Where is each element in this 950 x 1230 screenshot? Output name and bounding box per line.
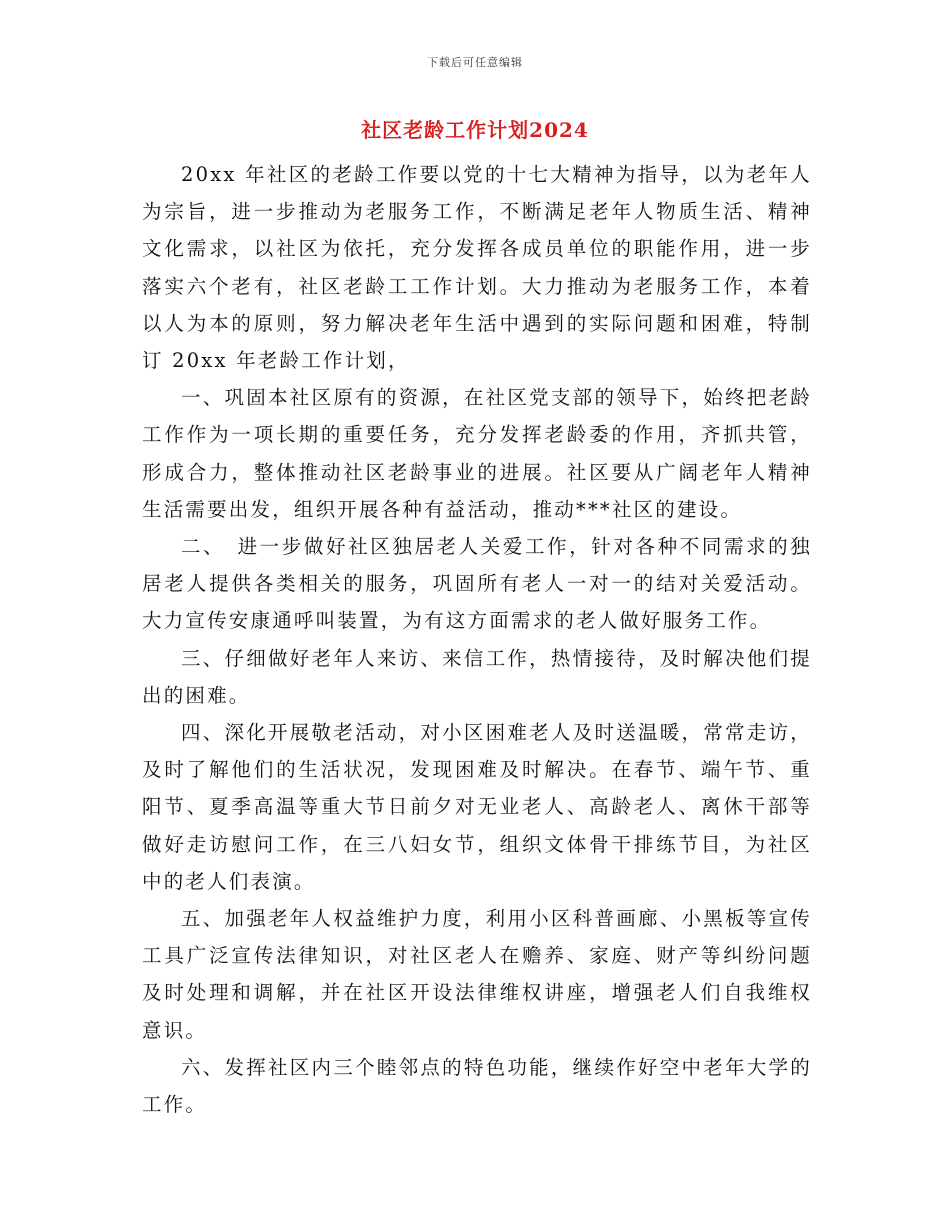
paragraph-item-6: 六、发挥社区内三个睦邻点的特色功能，继续作好空中老年大学的工作。: [142, 1055, 812, 1117]
paragraph-item-1: 一、巩固本社区原有的资源，在社区党支部的领导下，始终把老龄工作作为一项长期的重要任务，充分发挥老龄委的作用，齐抓共管，形成合力，整体推动社区老龄事业的进展。社区要从广阔老年人精神生活需要出发，组织开展各种有益活动，推动***社区的建设。: [142, 386, 812, 521]
document-body: [142, 156, 812, 1123]
paragraph-item-4: 四、深化开展敬老活动，对小区困难老人及时送温暖，常常走访，及时了解他们的生活状况，发现困难及时解决。在春节、端午节、重阳节、夏季高温等重大节日前夕对无业老人、高龄老人、离休干部等做好走访慰问工作，在三八妇女节，组织文体骨干排练节目，为社区中的老人们表演。: [142, 721, 812, 893]
header-note: 下载后可任意编辑: [427, 56, 523, 69]
paragraph-intro: 20xx 年社区的老龄工作要以党的十七大精神为指导，以为老年人为宗旨，进一步推动为老服务工作，不断满足老年人物质生活、精神文化需求，以社区为依托，充分发挥各成员单位的职能作用，进一步落实六个老有，社区老龄工工作计划。大力推动为老服务工作，本着以人为本的原则，努力解决老年生活中遇到的实际问题和困难，特制订 20xx 年老龄工作计划，: [142, 163, 812, 373]
paragraph-item-3: 三、仔细做好老年人来访、来信工作，热情接待，及时解决他们提出的困难。: [142, 646, 812, 707]
document-title: 社区老龄工作计划2024: [361, 118, 589, 142]
paragraph-item-2: 二、 进一步做好社区独居老人关爱工作，针对各种不同需求的独居老人提供各类相关的服务，巩固所有老人一对一的结对关爱活动。大力宣传安康通呼叫装置，为有这方面需求的老人做好服务工作。: [142, 535, 812, 633]
paragraph-item-5: 五、加强老年人权益维护力度，利用小区科普画廊、小黑板等宣传工具广泛宣传法律知识，对社区老人在赡养、家庭、财产等纠纷问题及时处理和调解，并在社区开设法律维权讲座，增强老人们自我维权意识。: [142, 907, 812, 1042]
